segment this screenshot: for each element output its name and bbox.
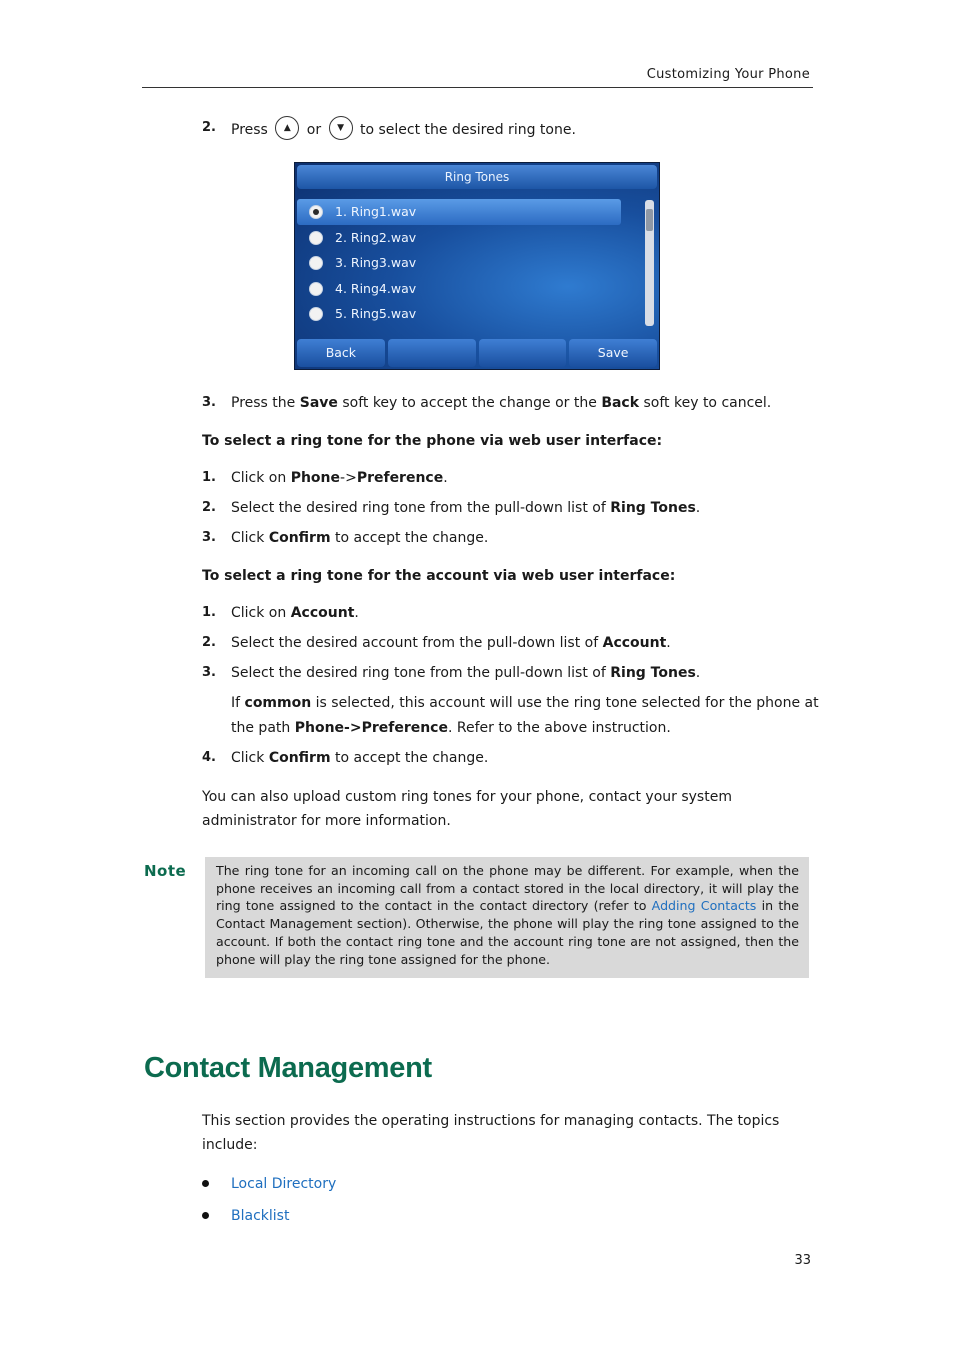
ring-tone-label: 2. Ring2.wav [335, 229, 417, 245]
step-text-part: or [306, 122, 322, 138]
procedure-step [202, 633, 822, 655]
step-text-part: Press [231, 122, 268, 138]
step-text-part: -> [340, 470, 357, 486]
step-text-part: . [443, 470, 448, 486]
ui-term: Preference [356, 470, 444, 486]
procedure-heading: To select a ring tone for the phone via web user interface: [202, 433, 663, 449]
procedure-step [202, 663, 822, 685]
adding-contacts-link[interactable]: Adding Contacts [651, 898, 757, 914]
ring-tone-item[interactable] [295, 225, 643, 251]
step-number: 1. [202, 605, 216, 620]
procedure-heading: To select a ring tone for the account via web user interface: [202, 568, 676, 584]
step-text-part: Select the desired account from the pull-down list of [231, 635, 599, 651]
up-arrow-key-icon: ▲ [275, 116, 299, 140]
ring-tone-label: 3. Ring3.wav [335, 255, 417, 271]
ui-term: Ring Tones [610, 665, 696, 681]
step-text [231, 118, 576, 142]
step-note-line [231, 693, 819, 715]
ui-term: Ring Tones [610, 500, 696, 516]
radio-selected-icon [309, 205, 323, 219]
ui-term: Phone->Preference [294, 720, 448, 736]
bullet-icon [202, 1212, 209, 1219]
procedure-step [202, 498, 822, 520]
radio-icon [309, 231, 323, 245]
step-text-part: is selected, this account will use the ring tone selected for the phone at [315, 695, 819, 711]
ui-term: Confirm [268, 530, 331, 546]
ring-tone-item[interactable] [295, 250, 643, 276]
header-rule [142, 87, 813, 88]
step-text-part: to accept the change. [335, 750, 489, 766]
down-arrow-key-icon: ▼ [329, 116, 353, 140]
step-select-ringtone [202, 118, 802, 142]
ring-tone-label: 5. Ring5.wav [335, 306, 417, 322]
radio-icon [309, 256, 323, 270]
step-text-part: . [695, 665, 701, 681]
topic-list-item [202, 1206, 502, 1226]
step-text-part: Click on [231, 470, 287, 486]
paragraph-line: administrator for more information. [202, 813, 451, 829]
note-box [205, 857, 809, 978]
section-title: Contact Management [144, 1052, 432, 1084]
ring-tone-item[interactable] [295, 276, 643, 302]
step-text-part: Click on [231, 605, 287, 621]
ui-term: Confirm [268, 750, 331, 766]
procedure-step [202, 528, 822, 550]
step-text-part: Click [231, 530, 265, 546]
note-label: Note [144, 862, 187, 880]
step-text-part: to select the desired ring tone. [360, 122, 576, 138]
step-text-part: Select the desired ring tone from the pull-down list of [231, 665, 606, 681]
step-text [231, 748, 488, 768]
step-text-part: soft key to cancel. [643, 395, 772, 411]
step-number: 2. [202, 120, 216, 135]
bullet-icon [202, 1180, 209, 1187]
note-text: in the Contact Management section). Otherwise, the phone will play the ring tone assigned to the account. If both the contact ring tone and the account ring tone are not assigned, then the phone will play the ring tone assigned for the phone. [216, 898, 799, 967]
step-text-part: . [666, 635, 671, 651]
section-intro [202, 1109, 812, 1157]
step-text-part: If [231, 695, 241, 711]
paragraph-line: You can also upload custom ring tones for your phone, contact your system [202, 789, 732, 805]
phone-ring-tones-screen [294, 162, 660, 370]
step-text [231, 498, 700, 518]
ring-tone-item[interactable] [295, 301, 643, 327]
paragraph-line: include: [202, 1137, 258, 1153]
step-text [231, 468, 448, 488]
ring-tone-item[interactable] [297, 199, 621, 225]
save-softkey[interactable]: Save [569, 339, 657, 367]
scroll-thumb[interactable] [646, 209, 653, 231]
step-text-part: soft key to accept the change or the [342, 395, 597, 411]
phone-screen-title: Ring Tones [297, 165, 657, 189]
step-text-part: Click [231, 750, 265, 766]
radio-icon [309, 282, 323, 296]
ui-term: Account [602, 635, 667, 651]
step-text [231, 393, 771, 413]
step-number: 3. [202, 665, 216, 680]
step-number: 1. [202, 470, 216, 485]
ui-term: common [244, 695, 312, 711]
ring-tone-label: 1. Ring1.wav [335, 204, 417, 219]
step-text [231, 663, 700, 683]
procedure-step [202, 468, 822, 490]
step-text-part: Select the desired ring tone from the pull-down list of [231, 500, 606, 516]
ring-tone-list [295, 199, 643, 327]
softkey-bar [297, 339, 657, 367]
paragraph-line: This section provides the operating instructions for managing contacts. The topics [202, 1113, 780, 1129]
step-text [231, 633, 671, 653]
step-text-part: . Refer to the above instruction. [447, 720, 671, 736]
ui-term: Account [290, 605, 355, 621]
ui-term: Phone [290, 470, 341, 486]
step-save-or-back [202, 393, 822, 415]
step-text [231, 528, 488, 548]
ui-term: Back [601, 395, 640, 411]
topic-list-item [202, 1174, 502, 1194]
blank-softkey[interactable] [388, 339, 476, 367]
procedure-step [202, 603, 822, 625]
step-text-part: . [354, 605, 359, 621]
blacklist-link[interactable]: Blacklist [231, 1208, 290, 1224]
step-text-part: . [695, 500, 701, 516]
ring-tone-label: 4. Ring4.wav [335, 280, 417, 296]
ui-term: Save [299, 395, 338, 411]
step-number: 3. [202, 530, 216, 545]
running-header: Customizing Your Phone [646, 67, 810, 82]
list-scrollbar[interactable] [645, 200, 654, 326]
step-number: 4. [202, 750, 216, 765]
back-softkey[interactable]: Back [297, 339, 385, 367]
blank-softkey[interactable] [479, 339, 567, 367]
page-number: 33 [794, 1253, 811, 1268]
step-note-line [231, 718, 811, 740]
local-directory-link[interactable]: Local Directory [231, 1176, 337, 1192]
step-text-part: to accept the change. [335, 530, 489, 546]
step-number: 2. [202, 500, 216, 515]
note-text: The ring tone for an incoming call on the phone may be different. For example, when the phone receives an incoming call from a contact stored in the local directory, it will play the ring tone assigned to the contact in the contact directory (refer to [216, 863, 799, 914]
procedure-step [202, 748, 822, 770]
step-number: 2. [202, 635, 216, 650]
step-text-part: Press the [231, 395, 296, 411]
step-number: 3. [202, 395, 216, 410]
step-text [231, 603, 359, 623]
upload-paragraph [202, 785, 812, 833]
step-text-part: the path [231, 720, 291, 736]
radio-icon [309, 307, 323, 321]
